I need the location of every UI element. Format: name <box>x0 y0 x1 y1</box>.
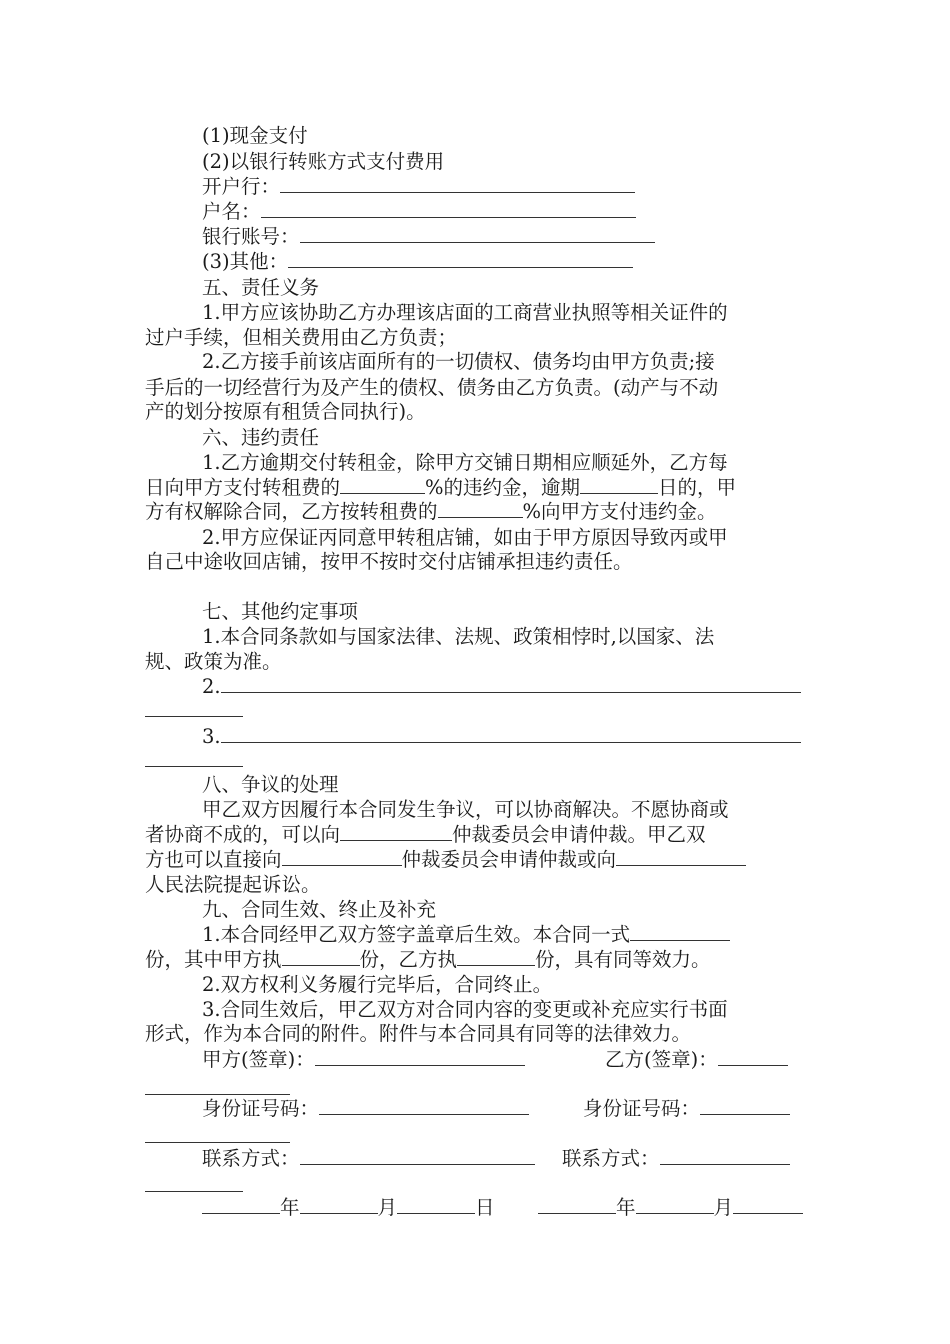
party-b-seal: 乙方(签章)： <box>605 1048 807 1072</box>
party-b-month-blank[interactable] <box>636 1196 714 1214</box>
s9-item2: 2.双方权利义务履行完毕后，合同终止。 <box>202 973 553 996</box>
s5-item1-line1: 1.甲方应该协助乙方办理该店面的工商营业执照等相关证件的 <box>202 301 728 324</box>
s8-line3: 方也可以直接向 仲裁委员会申请仲裁或向 <box>145 848 807 872</box>
section-7-title: 七、其他约定事项 <box>202 600 359 623</box>
s9-item3-line1: 3.合同生效后，甲乙双方对合同内容的变更或补充应实行书面 <box>202 998 728 1021</box>
arbitration-committee-blank-1[interactable] <box>340 823 452 841</box>
s7-item2-blank[interactable] <box>221 675 801 693</box>
s5-item2-line1: 2.乙方接手前该店面所有的一切债权、债务均由甲方负责;接 <box>202 350 715 373</box>
copies-party-b-blank[interactable] <box>457 948 535 966</box>
party-a-seal: 甲方(签章)： <box>202 1048 807 1072</box>
party-a-contact-blank[interactable] <box>300 1147 535 1165</box>
party-b-seal-blank-cont[interactable] <box>145 1094 290 1095</box>
party-a-date: 年 月 日 <box>202 1196 807 1220</box>
party-b-contact-blank[interactable] <box>660 1147 790 1165</box>
bank-name-field: 开户行： <box>202 175 807 199</box>
account-name-field: 户名： <box>202 200 807 224</box>
s6-item1-line3: 方有权解除合同，乙方按转租费的 %向甲方支付违约金。 <box>145 500 717 523</box>
s5-item2-line2: 手后的一切经营行为及产生的债权、债务由乙方负责。(动产与不动 <box>145 376 719 399</box>
party-b-id: 身份证号码： <box>583 1097 807 1121</box>
section-6-title: 六、违约责任 <box>202 426 320 449</box>
party-a-seal-blank[interactable] <box>315 1048 525 1066</box>
copies-party-a-blank[interactable] <box>282 948 360 966</box>
party-b-contact-blank-cont[interactable] <box>145 1191 243 1192</box>
s6-item1-line1: 1.乙方逾期交付转租金，除甲方交铺日期相应顺延外，乙方每 <box>202 451 728 474</box>
penalty-rate-blank[interactable] <box>340 476 425 494</box>
s7-item1-line2: 规、政策为准。 <box>145 650 282 673</box>
s7-item3-blank[interactable] <box>221 725 801 743</box>
section-8-title: 八、争议的处理 <box>202 773 339 796</box>
s7-item1-line1: 1.本合同条款如与国家法律、法规、政策相悖时,以国家、法 <box>202 625 715 648</box>
s9-item1-line1: 1.本合同经甲乙双方签字盖章后生效。本合同一式 <box>202 923 807 947</box>
copies-total-blank[interactable] <box>630 923 730 941</box>
account-no-blank[interactable] <box>300 225 655 243</box>
s9-item1-line2: 份，其中甲方执 份，乙方执 份，具有同等效力。 <box>145 948 711 971</box>
other-payment-blank[interactable] <box>288 250 633 268</box>
payment-bank: (2)以银行转账方式支付费用 <box>202 150 445 173</box>
party-a-year-blank[interactable] <box>202 1196 280 1214</box>
account-no-field: 银行账号： <box>202 225 807 249</box>
s8-line2: 者协商不成的，可以向 仲裁委员会申请仲裁。甲乙双 <box>145 823 706 846</box>
party-a-month-blank[interactable] <box>300 1196 378 1214</box>
section-5-title: 五、责任义务 <box>202 276 320 299</box>
party-b-year-blank[interactable] <box>538 1196 616 1214</box>
party-a-day-blank[interactable] <box>397 1196 475 1214</box>
party-b-seal-blank[interactable] <box>718 1048 788 1066</box>
party-b-id-blank[interactable] <box>700 1097 790 1115</box>
s7-item2: 2. <box>202 675 807 699</box>
s7-item3-blank-cont[interactable] <box>145 766 243 767</box>
s6-item1-line2: 日向甲方支付转租费的 %的违约金，逾期 日的，甲 <box>145 476 737 499</box>
party-a-contact: 联系方式： <box>202 1147 807 1171</box>
s5-item1-line2: 过户手续，但相关费用由乙方负责； <box>145 326 458 349</box>
bank-name-blank[interactable] <box>280 175 635 193</box>
account-name-blank[interactable] <box>261 200 636 218</box>
party-b-contact: 联系方式： <box>562 1147 807 1171</box>
s8-line1: 甲乙双方因履行本合同发生争议，可以协商解决。不愿协商或 <box>202 798 729 821</box>
s9-item3-line2: 形式，作为本合同的附件。附件与本合同具有同等的法律效力。 <box>145 1022 692 1045</box>
s8-line4: 人民法院提起诉讼。 <box>145 873 321 896</box>
payment-cash: (1)现金支付 <box>202 124 308 147</box>
party-a-id-blank[interactable] <box>319 1097 529 1115</box>
party-b-id-blank-cont[interactable] <box>145 1142 290 1143</box>
termination-rate-blank[interactable] <box>438 500 523 518</box>
section-9-title: 九、合同生效、终止及补充 <box>202 898 437 921</box>
party-a-id: 身份证号码： <box>202 1097 807 1121</box>
court-blank[interactable] <box>616 848 746 866</box>
s7-item2-blank-cont[interactable] <box>145 716 243 717</box>
s6-item2-line1: 2.甲方应保证丙同意甲转租店铺，如由于甲方原因导致丙或甲 <box>202 526 728 549</box>
s7-item3: 3. <box>202 725 807 749</box>
arbitration-committee-blank-2[interactable] <box>282 848 402 866</box>
party-b-date: 年 月 <box>538 1196 807 1220</box>
s5-item2-line3: 产的划分按原有租赁合同执行)。 <box>145 400 426 423</box>
party-b-day-blank[interactable] <box>733 1196 803 1214</box>
other-payment-field: (3)其他： <box>202 250 807 274</box>
overdue-days-blank[interactable] <box>580 476 658 494</box>
s6-item2-line2: 自己中途收回店铺，按甲不按时交付店铺承担违约责任。 <box>145 550 633 573</box>
